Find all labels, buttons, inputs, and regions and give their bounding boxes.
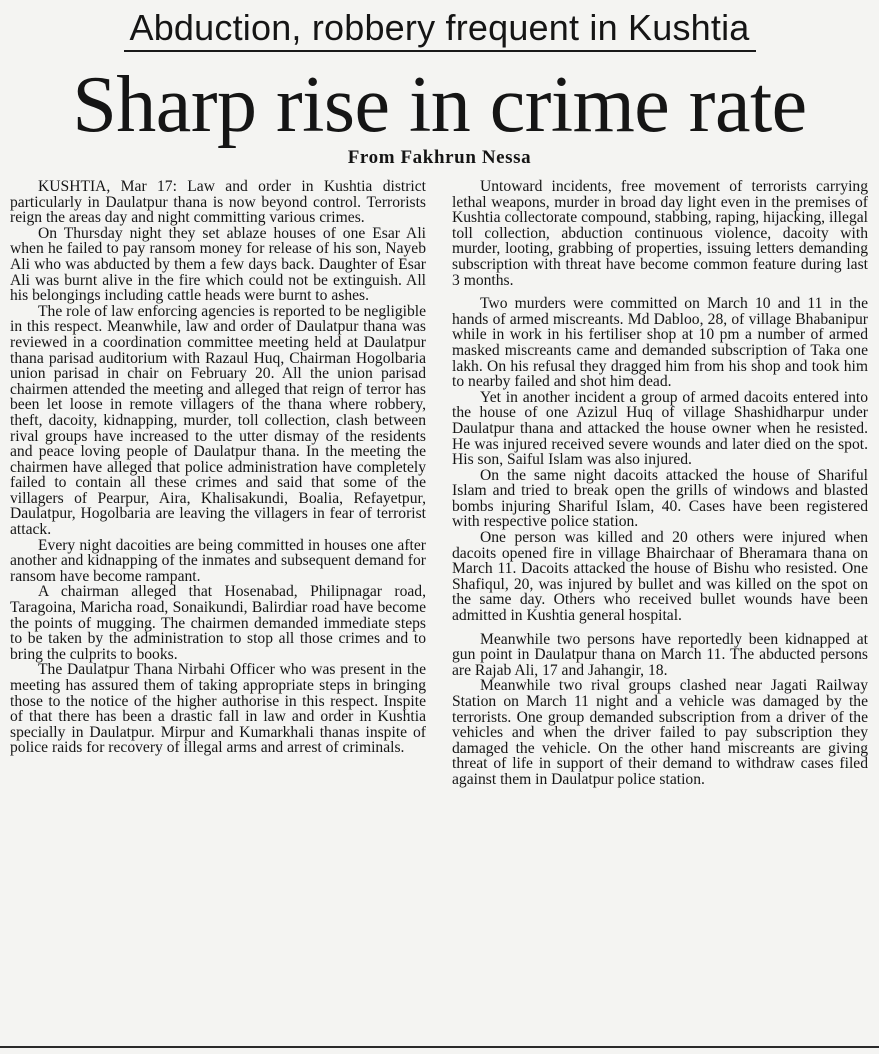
paragraph: The role of law enforcing agencies is reported to be negligible in this respect. Meanwhile, law and order of Daulatpur thana was reviewed in a coordination committee meeting held at Daulatpur thana parisad auditorium with Razaul Huq, Chairman Hogolbaria union parisad in chair on February 20. All the union parisad chairmen attended the meeting and alleged that reign of terror has been let loose in remote villagers of the thana where robbery, theft, dacoity, kidnapping, murder, toll collection, clash between rival groups have increased to the utter dismay of the residents and peace loving people of Daulatpur thana. In the meeting the chairmen have alleged that police administration have completely failed to contain all these crimes and said that some of the villagers of Pearpur, Aira, Khalisakundi, Boalia, Refayetpur, Daulatpur, Hogolbaria are leaving the villagers in fear of terrorist attack. (10, 302, 426, 539)
paragraph: On Thursday night they set ablaze houses of one Esar Ali when he failed to pay ransom money for release of his son, Nayeb Ali who was abducted by them a few days back. Daughter of Esar Ali was burnt alive in the fire which could not be extinguish. All his belongings including cattle heads were burnt to ashes. (10, 224, 426, 305)
paragraph: The Daulatpur Thana Nirbahi Officer who was present in the meeting has assured them of taking appropriate steps in bringing those to the notice of the higher authorise in this respect. Inspite of that there has been a drastic fall in law and order in Kushtia specially in Daulatpur. Mirpur and Kumarkhali thanas inspite of police raids for recovery of illegal arms and arrest of criminals. (10, 661, 426, 757)
paragraph: Yet in another incident a group of armed dacoits entered into the house of one Azizul Huq of village Shashidharpur under Daulatpur thana and attacked the house owner when he resisted. He was injured received severe wounds and later died on the spot. His son, Saiful Islam was also injured. (452, 388, 868, 469)
paragraph: On the same night dacoits attacked the house of Shariful Islam and tried to break open the grills of windows and blasted bombs injuring Shariful Islam, 40. Cases have been registered with respective police station. (452, 466, 868, 531)
paragraph: Meanwhile two rival groups clashed near Jagati Railway Station on March 11 night and a vehicle was damaged by the terrorists. One group demanded subscription from a driver of the vehicles and when the driver failed to pay subscription they damaged the vehicle. On the other hand miscreants are giving threat of life in support of their demand to withdraw cases filed against them in Daulatpur police station. (452, 677, 868, 788)
paragraph: Two murders were committed on March 10 and 11 in the hands of armed miscreants. Md Dabloo, 28, of village Bhabanipur while in work in his fertiliser shop at 10 pm a number of armed masked miscreants came and demanded subscription of Taka one lakh. On his refusal they dragged him from his shop and took him to nearby failed and shot him dead. (452, 295, 868, 391)
paragraph: KUSHTIA, Mar 17: Law and order in Kushtia district particularly in Daulatpur thana is now beyond control. Terrorists reign the areas day and night committing various crimes. (10, 178, 426, 227)
paragraph: Untoward incidents, free movement of terrorists carrying lethal weapons, murder in broad day light even in the premises of Kushtia collectorate compound, stabbing, raping, hijacking, illegal toll collection, abduction continuous violence, dacoity with murder, looting, grabbing of properties, issuing letters demanding subscription with threat have become common feature during last 3 months. (452, 178, 868, 289)
paragraph: Meanwhile two persons have reportedly been kidnapped at gun point in Daulatpur thana on March 11. The abducted persons are Rajab Ali, 17 and Jahangir, 18. (452, 630, 868, 679)
article-byline: From Fakhrun Nessa (347, 147, 532, 168)
right-column (452, 179, 868, 788)
paragraph: Every night dacoities are being committed in houses one after another and kidnapping of the inmates and subsequent demand for ransom have become rampant. (10, 536, 426, 585)
paragraph: A chairman alleged that Hosenabad, Philipnagar road, Taragoina, Maricha road, Sonaikundi, Balirdiar road have become the points of mugging. The chairmen demanded immediate steps to be taken by the administration to stop all those crimes and to bring the culprits to books. (10, 583, 426, 663)
article-kicker: Abduction, robbery frequent in Kushtia (124, 8, 756, 52)
kicker-container (0, 8, 879, 52)
left-column (10, 179, 426, 756)
bottom-rule (0, 1046, 879, 1048)
paragraph: One person was killed and 20 others were injured when dacoits opened fire in village Bhairchaar of Bheramara thana on March 11. Dacoits attacked the house of Bishu who resisted. One Shafiqul, 20, was injured by bullet and was killed on the spot on the same day. Others who received bullet wounds have been admitted in Kushtia general hospital. (452, 529, 868, 625)
article-headline: Sharp rise in crime rate (72, 61, 807, 149)
